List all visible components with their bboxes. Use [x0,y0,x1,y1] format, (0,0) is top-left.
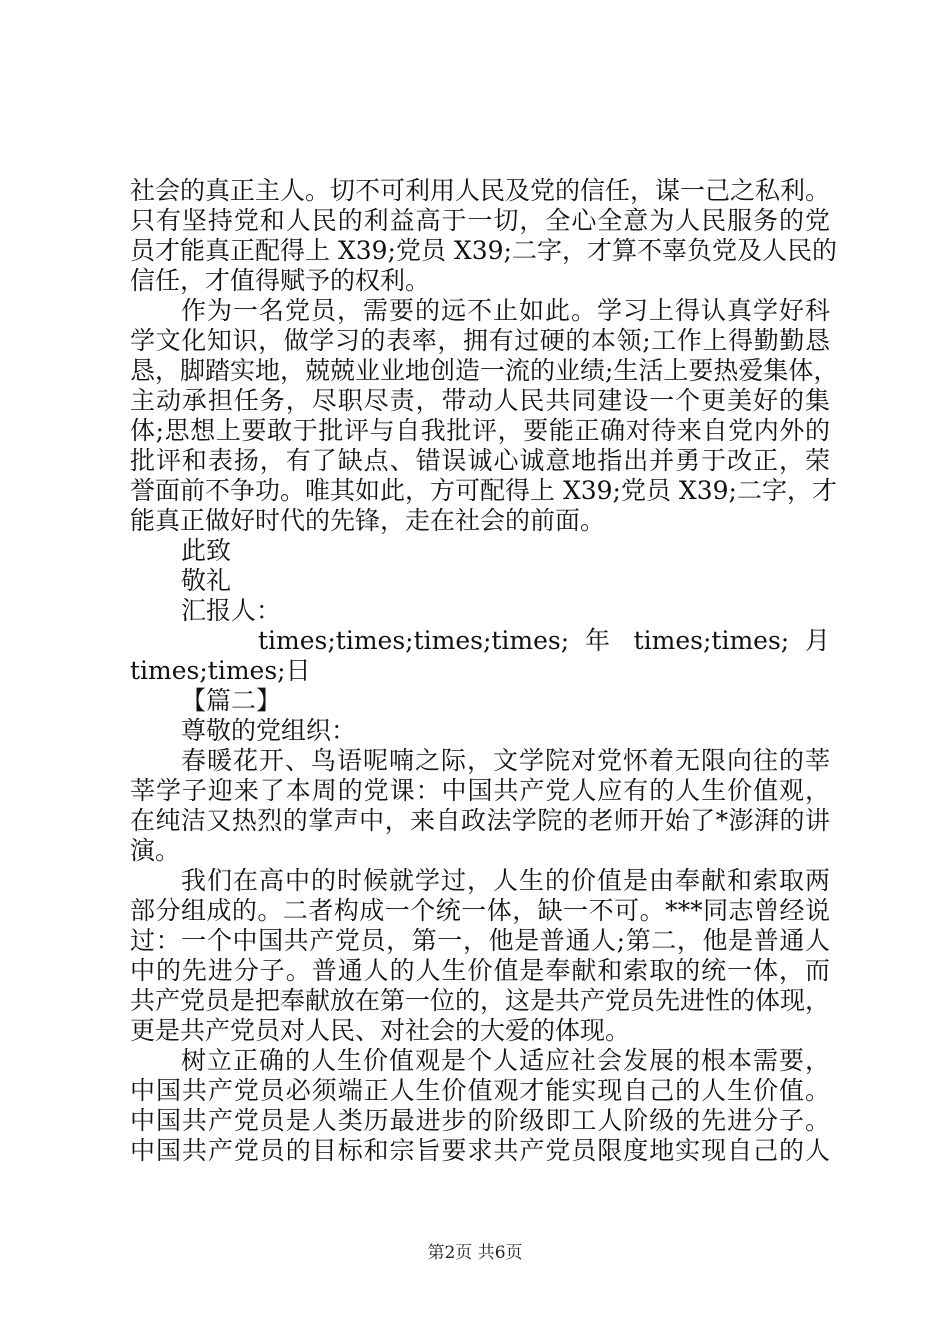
letter-greeting: 尊敬的党组织： [181,716,357,745]
text-line: 员才能真正配得上 X39;党员 X39;二字，才算不辜负党及人民的 [130,236,837,265]
text-line: 过：一个中国共产党员，第一，他是普通人;第二，他是普通人 [130,926,830,955]
text-line: 中国共产党员是人类历最进步的阶级即工人阶级的先进分子。 [130,1106,830,1135]
text-line: 社会的真正主人。切不可利用人民及党的信任，谋一己之私利。 [130,176,831,205]
closing-regards: 敬礼 [181,566,232,595]
paragraph-start-line: 树立正确的人生价值观是个人适应社会发展的根本需要， [181,1046,830,1075]
reporter-label: 汇报人： [181,596,282,625]
text-line: 主动承担任务，尽职尽责，带动人民共同建设一个更美好的集 [130,386,830,415]
text-line: 誉面前不争功。唯其如此，方可配得上 X39;党员 X39;二字，才 [130,476,837,505]
text-line: 能真正做好时代的先锋，走在社会的前面。 [130,506,606,535]
text-line: 只有坚持党和人民的利益高于一切，全心全意为人民服务的党 [130,206,830,235]
text-line: 批评和表扬，有了缺点、错误诚心诚意地指出并勇于改正，荣 [130,446,830,475]
text-line: 部分组成的。二者构成一个统一体，缺一不可。***同志曾经说 [130,896,830,925]
text-line: 更是共产党员对人民、对社会的大爱的体现。 [130,1016,631,1045]
document-body [130,176,839,1166]
text-line: 莘学子迎来了本周的党课：中国共产党人应有的人生价值观， [130,776,830,805]
text-line: 体;思想上要敢于批评与自我批评，要能正确对待来自党内外的 [130,416,830,445]
paragraph-start-line: 我们在高中的时候就学过，人生的价值是由奉献和索取两 [181,866,830,895]
text-line: 中国共产党员必须端正人生价值观才能实现自己的人生价值。 [130,1076,830,1105]
text-line: 共产党员是把奉献放在第一位的，这是共产党员先进性的体现， [130,986,831,1015]
text-line: 信任，才值得赋予的权利。 [130,266,431,295]
text-line: 演。 [130,836,181,865]
text-line: 中国共产党员的目标和宗旨要求共产党员限度地实现自己的人 [130,1136,830,1165]
date-line-continued: times;times;日 [130,656,311,685]
closing-salutation: 此致 [181,536,232,565]
text-line: 学文化知识，做学习的表率，拥有过硬的本领;工作上得勤勤恳 [130,326,830,355]
date-line: times;times;times;times; 年 times;times; 月 [258,626,830,655]
text-line: 恳，脚踏实地，兢兢业业地创造一流的业绩;生活上要热爱集体， [130,356,839,385]
paragraph-start-line: 春暖花开、鸟语呢喃之际，文学院对党怀着无限向往的莘 [181,746,830,775]
paragraph-start-line: 作为一名党员，需要的远不止如此。学习上得认真学好科 [181,296,830,325]
page-number-footer: 第2页 共6页 [427,1243,523,1263]
section-heading: 【篇二】 [181,686,282,715]
text-line: 中的先进分子。普通人的人生价值是奉献和索取的统一体，而 [130,956,830,985]
text-line: 在纯洁又热烈的掌声中，来自政法学院的老师开始了*澎湃的讲 [130,806,830,835]
